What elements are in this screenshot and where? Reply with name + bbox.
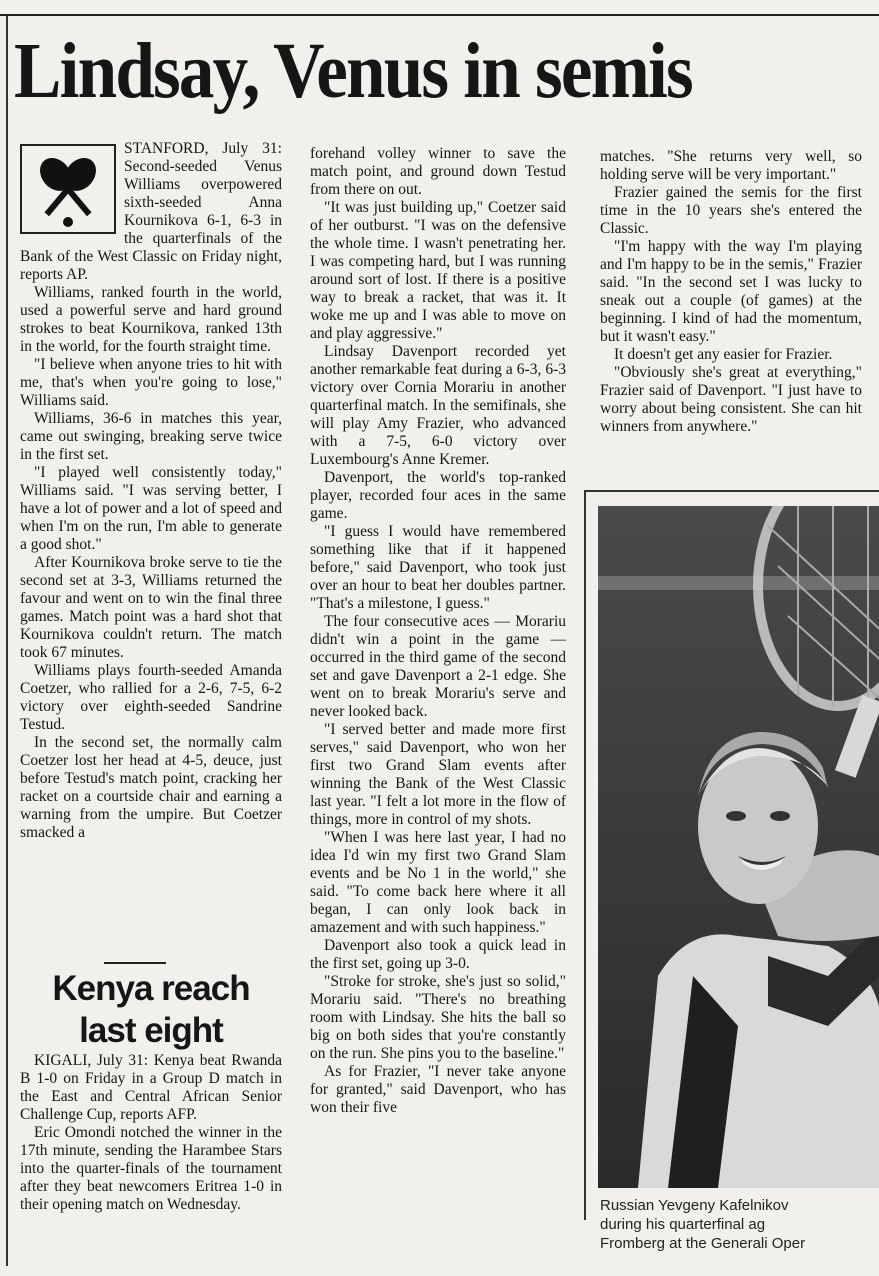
article-paragraph: Lindsay Davenport recorded yet another remarkable feat during a 6-3, 6-3 victory over Cornia Morariu in another quarterfinal match. In the semifinals, she will play Amy Frazier, who advanced with a 7-5, 6-0 victory over Luxembourg's Anne Kremer. — [310, 343, 566, 468]
article-paragraph: Eric Omondi notched the winner in the 17th minute, sending the Harambee Stars into the quarter-finals of the tournament after they beat newcomers Eritrea 1-0 in their opening match on Wednesday. — [20, 1124, 282, 1213]
caption-line: Russian Yevgeny Kafelnikov — [600, 1197, 789, 1214]
article-paragraph: matches. "She returns very well, so holding serve will be very important." — [600, 148, 862, 183]
column-3 — [600, 148, 862, 436]
article-paragraph: "I'm happy with the way I'm playing and I'm happy to be in the semis," Frazier said. "In the second set I was lucky to sneak out a couple (of games) at the beginning. I kind of had the momentum, but it wasn't easy." — [600, 238, 862, 345]
article-paragraph: The four consecutive aces — Morariu didn't win a point in the game — occurred in the third game of the second set and gave Davenport a 2-1 edge. She went on to break Morariu's serve and never looked back. — [310, 613, 566, 720]
column-2 — [310, 145, 566, 1117]
subhead-kenya: Kenya reach last eight — [52, 969, 250, 1050]
article-paragraph: "I served better and made more first serves," said Davenport, who won her first two Grand Slam events after winning the Bank of the West Classic last year. "I felt a lot more in the flow of things, more in control of my shots. — [310, 721, 566, 828]
player-photo — [598, 506, 879, 1188]
article-paragraph: KIGALI, July 31: Kenya beat Rwanda B 1-0 on Friday in a Group D match in the East and Central African Senior Challenge Cup, reports AFP. — [20, 1052, 282, 1123]
article-paragraph: "Obviously she's great at everything," Frazier said of Davenport. "I just have to worry about being consistent. She can hit winners from anywhere." — [600, 364, 862, 435]
photo-box-top-rule — [584, 490, 879, 492]
article-paragraph: It doesn't get any easier for Frazier. — [614, 346, 833, 363]
article-paragraph: "It was just building up," Coetzer said of her outburst. "I was on the defensive the whole time. I wasn't penetrating her. I was competing hard, but I was running around sort of lost. If there is a positive way to break a racket, that was it. It woke me up and I was able to move on and play aggressive." — [310, 199, 566, 342]
left-rule — [6, 16, 8, 1266]
caption-line: during his quarterfinal ag — [600, 1216, 766, 1233]
article-paragraph: forehand volley winner to save the match point, and ground down Testud from there on out. — [310, 145, 566, 198]
article-paragraph: "When I was here last year, I had no idea I'd win my first two Grand Slam events and be No 1 in the world," she said. "To come back here where it all began, I can only look back in amazement and with such happiness." — [310, 829, 566, 936]
headline: Lindsay, Venus in semis — [14, 28, 692, 115]
caption-line: Fromberg at the Generali Oper — [600, 1235, 806, 1252]
article-paragraph: Second-seeded Venus Williams overpowered sixth-seeded Anna Kournikova 6-1, 6-3 in the quarterfinals of the Bank of the West Classic on Friday night, reports AP. — [20, 158, 282, 283]
photo-caption — [600, 1196, 879, 1253]
top-rule — [0, 14, 879, 16]
column-1 — [20, 140, 282, 842]
article-paragraph: Williams, 36-6 in matches this year, came out swinging, breaking serve twice in the first set. — [20, 410, 282, 463]
article-paragraph: "Stroke for stroke, she's just so solid," Morariu said. "There's no breathing room with Lindsay. She hits the ball so big on both sides that you're constantly on the run. She pins you to the baseline." — [310, 973, 566, 1062]
kenya-story — [20, 1052, 282, 1214]
article-paragraph: "I played well consistently today," Williams said. "I was serving better, I have a lot of power and a lot of speed and when I'm on the run, I'm able to generate a good shot." — [20, 464, 282, 553]
article-paragraph: Davenport, the world's top-ranked player, recorded four aces in the same game. — [310, 469, 566, 522]
article-paragraph: Frazier gained the semis for the first time in the 10 years she's entered the Classic. — [600, 184, 862, 237]
article-paragraph: Davenport also took a quick lead in the first set, going up 3-0. — [310, 937, 566, 972]
article-paragraph: "I guess I would have remembered something like that if it happened before," said Davenport, who took just over an hour to beat her doubles partner. "That's a milestone, I guess." — [310, 523, 566, 612]
article-paragraph: Williams plays fourth-seeded Amanda Coetzer, who rallied for a 2-6, 7-5, 6-2 victory over eighth-seeded Sandrine Testud. — [20, 662, 282, 733]
photo-box-left-rule — [584, 490, 586, 1220]
article-paragraph: After Kournikova broke serve to tie the second set at 3-3, Williams returned the favour and went on to win the final three games. Match point was a hard shot that Kournikova couldn't return. The match took 67 minutes. — [20, 554, 282, 661]
subhead-rule — [104, 962, 166, 964]
article-paragraph: Williams, ranked fourth in the world, used a powerful serve and hard ground strokes to beat Kournikova, ranked 13th in the world, for the fourth straight time. — [20, 284, 282, 355]
article-paragraph: In the second set, the normally calm Coetzer lost her head at 4-5, deuce, just before Testud's match point, cracking her racket on a courtside chair and earning a warning from the umpire. But Coetzer smacked a — [20, 734, 282, 841]
dateline: STANFORD, July 31: — [124, 140, 282, 157]
article-paragraph: "I believe when anyone tries to hit with me, that's when you're going to lose," Williams said. — [20, 356, 282, 409]
top-fragment — [150, 0, 155, 11]
article-paragraph: As for Frazier, "I never take anyone for granted," said Davenport, who has won their five — [310, 1063, 566, 1116]
tennis-rackets-icon — [20, 144, 116, 234]
